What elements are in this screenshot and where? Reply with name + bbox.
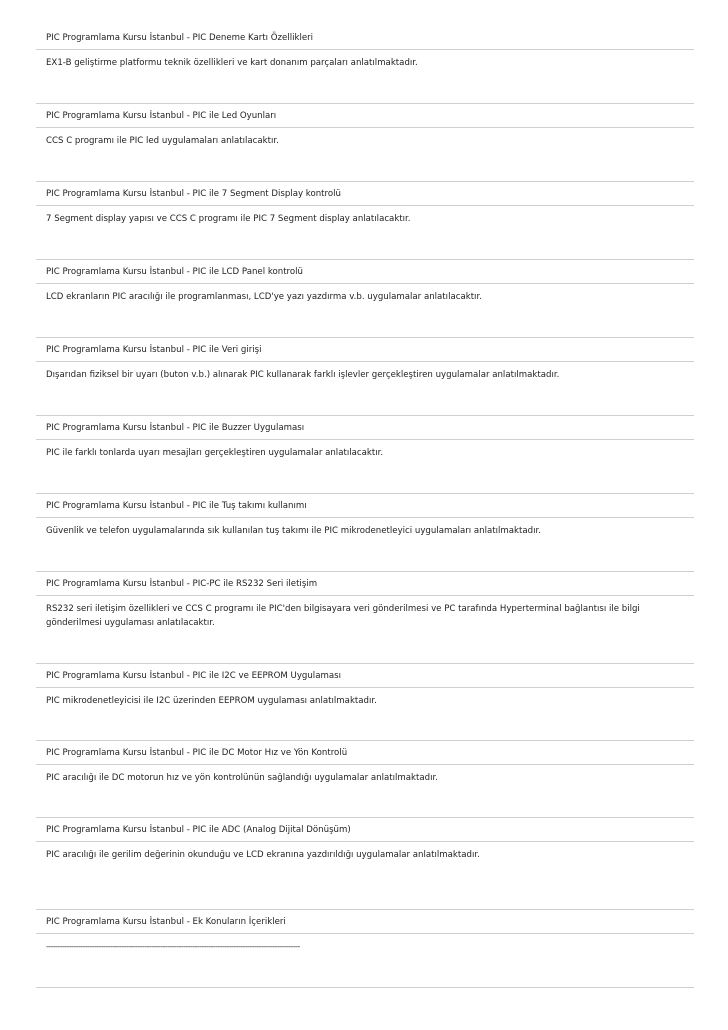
entry-description: RS232 seri iletişim özellikleri ve CCS C programı ile PIC'den bilgisayara veri gönderilmesi ve PC tarafında Hyperterminal bağlantısı ile bilgi gönderilmesi uygulaması anlatılacaktır. [46, 604, 640, 628]
course-entry [36, 338, 694, 416]
course-entry [36, 572, 694, 664]
course-entry [36, 664, 694, 741]
entry-description: EX1-B geliştirme platformu teknik özellikleri ve kart donanım parçaları anlatılmaktadır. [46, 58, 418, 68]
entry-title: PIC Programlama Kursu İstanbul - PIC ile Veri girişi [46, 345, 262, 355]
entry-title: PIC Programlama Kursu İstanbul - PIC ile LCD Panel kontrolü [46, 267, 303, 277]
entry-title: PIC Programlama Kursu İstanbul - PIC Deneme Kartı Özellikleri [46, 33, 314, 43]
course-entry [36, 494, 694, 572]
entry-title: PIC Programlama Kursu İstanbul - PIC-PC ile RS232 Seri iletişim [46, 579, 318, 589]
course-entry [36, 260, 694, 338]
entry-title: PIC Programlama Kursu İstanbul - PIC ile Buzzer Uygulaması [46, 423, 305, 433]
entry-description: Dışarıdan fiziksel bir uyarı (buton v.b.) alınarak PIC kullanarak farklı işlevler gerçekleştiren uygulamalar anlatılmaktadır. [46, 370, 560, 380]
entry-description: --------------------------------------------------------------------------------------------------------------- [46, 942, 300, 951]
course-entry [36, 26, 694, 104]
document-page [36, 26, 694, 988]
entry-title: PIC Programlama Kursu İstanbul - Ek Konuların İçerikleri [46, 917, 286, 927]
entry-title: PIC Programlama Kursu İstanbul - PIC ile DC Motor Hız ve Yön Kontrolü [46, 748, 348, 758]
course-entry [36, 182, 694, 260]
entry-title: PIC Programlama Kursu İstanbul - PIC ile Tuş takımı kullanımı [46, 501, 307, 511]
entry-description: PIC mikrodenetleyicisi ile I2C üzerinden EEPROM uygulaması anlatılmaktadır. [46, 696, 377, 706]
entry-description: PIC ile farklı tonlarda uyarı mesajları gerçekleştiren uygulamalar anlatılacaktır. [46, 448, 384, 458]
entry-title: PIC Programlama Kursu İstanbul - PIC ile Led Oyunları [46, 111, 277, 121]
entry-description: LCD ekranların PIC aracılığı ile programlanması, LCD'ye yazı yazdırma v.b. uygulamalar anlatılacaktır. [46, 292, 482, 302]
entry-description: 7 Segment display yapısı ve CCS C programı ile PIC 7 Segment display anlatılacaktır. [46, 214, 411, 224]
entry-description: PIC aracılığı ile gerilim değerinin okunduğu ve LCD ekranına yazdırıldığı uygulamalar anlatılmaktadır. [46, 850, 480, 860]
course-entry [36, 104, 694, 182]
entry-title: PIC Programlama Kursu İstanbul - PIC ile I2C ve EEPROM Uygulaması [46, 671, 341, 681]
course-entry [36, 741, 694, 818]
course-entry [36, 910, 694, 988]
divider [36, 987, 694, 988]
entry-title: PIC Programlama Kursu İstanbul - PIC ile ADC (Analog Dijital Dönüşüm) [46, 825, 351, 835]
entry-description: Güvenlik ve telefon uygulamalarında sık kullanılan tuş takımı ile PIC mikrodenetleyici uygulamaları anlatılmaktadır. [46, 526, 541, 536]
entry-title: PIC Programlama Kursu İstanbul - PIC ile 7 Segment Display kontrolü [46, 189, 341, 199]
entry-description: PIC aracılığı ile DC motorun hız ve yön kontrolünün sağlandığı uygulamalar anlatılmaktadır. [46, 773, 438, 783]
course-entry [36, 818, 694, 910]
entry-description: CCS C programı ile PIC led uygulamaları anlatılacaktır. [46, 136, 279, 146]
course-entry [36, 416, 694, 494]
